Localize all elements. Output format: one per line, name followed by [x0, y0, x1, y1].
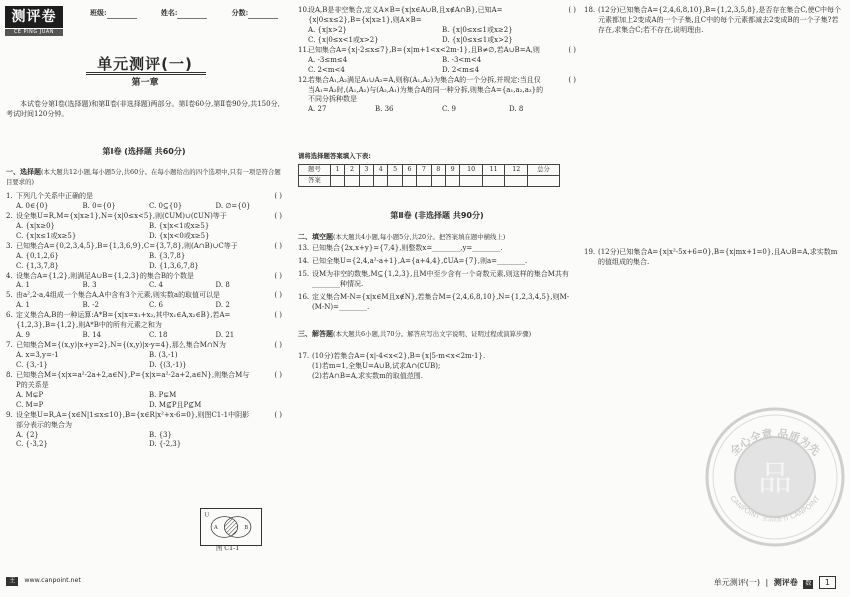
answer-options — [6, 351, 282, 371]
question-number: 5. — [6, 291, 13, 300]
answer-paren[interactable]: ( ) — [274, 211, 282, 220]
svg-text:CANPOINT 全品图书 CANPOINT: CANPOINT 全品图书 CANPOINT — [728, 494, 822, 524]
answer-paren[interactable]: ( ) — [274, 410, 282, 419]
svg-text:A: A — [213, 524, 218, 531]
question-number: 2. — [6, 211, 13, 220]
option-B[interactable]: B. {3,7,8} — [149, 251, 186, 260]
option-A[interactable]: A. {2} — [16, 430, 39, 439]
option-C[interactable]: C. {x|0≤x<1或x>2} — [308, 35, 379, 44]
option-C[interactable]: C. {1,3,7,8} — [16, 261, 59, 270]
table-total-cell[interactable] — [528, 176, 560, 187]
option-A[interactable]: A. {x|x≥0} — [16, 221, 55, 230]
option-B[interactable]: B. P⊊M — [149, 390, 177, 399]
fill-question-4 — [298, 293, 576, 313]
venn-diagram — [200, 508, 262, 546]
question-number: 3. — [6, 241, 13, 250]
option-B[interactable]: B. {x|x<1或x≥5} — [149, 221, 210, 230]
solve-part-label: 三、解答题 — [298, 330, 333, 338]
table-number-cell: 10 — [460, 165, 483, 176]
question-stem-row — [6, 411, 282, 431]
svg-text:品: 品 — [758, 459, 792, 499]
question-text[interactable]: 设M为非空的数集,M⊆{1,2,3},且M中至少含有一个奇数元素,则这样的集合M共有________种情况. — [312, 269, 569, 288]
table-answer-cell[interactable] — [388, 176, 402, 187]
title-underline-2 — [86, 74, 206, 75]
option-D[interactable]: D. ∅={0} — [215, 201, 251, 210]
question-number: 1. — [6, 192, 13, 200]
q18-text: (12分)已知集合A={2,4,6,8,10},B={1,2,3,5,8},是否存在集合C,使C中每个元素都加上2变成A的一个子集,且C中的每个元素都减去2变成B的一个子集?若存在,求集合C;若不存在,说明理由. — [598, 6, 842, 34]
left-question-4 — [6, 272, 282, 292]
option-B[interactable]: B. 36 — [375, 105, 394, 114]
mid-question-2 — [298, 46, 576, 76]
question-19 — [584, 248, 842, 268]
question-stem-row — [6, 272, 282, 282]
question-number: 8. — [6, 370, 13, 379]
canpoint-stamp-watermark — [700, 397, 850, 557]
question-text: 下列几个关系中正确的是 — [16, 192, 93, 200]
option-A[interactable]: A. M⊊P — [16, 390, 44, 399]
table-answer-cell[interactable] — [345, 176, 359, 187]
choice-part-note: (本大题共12小题,每小题5分,共60分。在每小题给出的四个选项中,只有一项是符合题目要求的) — [6, 168, 281, 186]
answer-options — [6, 391, 282, 411]
table-header-answer: 答案 — [299, 176, 331, 187]
fill-question-list — [298, 244, 576, 316]
q18-number: 18. — [584, 6, 596, 14]
question-stem-row — [298, 46, 576, 56]
option-B[interactable]: B. 14 — [82, 331, 102, 340]
question-stem-row — [6, 291, 282, 301]
student-info-row — [90, 8, 290, 19]
class-label: 班级: — [90, 8, 107, 17]
venn-caption: 图 C1-1 — [216, 545, 240, 552]
option-D[interactable]: D. 2<m≤4 — [442, 65, 480, 74]
left-question-6 — [6, 311, 282, 341]
question-number: 15. — [298, 269, 310, 278]
answer-table — [298, 164, 560, 187]
question-number: 9. — [6, 410, 13, 419]
question-number: 7. — [6, 341, 13, 350]
option-C[interactable]: C. {3,-1} — [16, 360, 48, 369]
question-number: 4. — [6, 271, 13, 280]
question-text: 设集合A={1,2},则满足A∪B={1,2,3}的集合B的个数是 — [16, 271, 194, 280]
answer-paren[interactable]: ( ) — [274, 311, 282, 320]
question-text: 设全集U=R,A={x∈N|1≤x≤10},B={x∈R|x²+x-6=0},则图C1-1中阴影部分表示的集合为 — [16, 410, 250, 429]
question-text: 若集合A₁,A₂满足A₁∪A₂=A,则称(A₁,A₂)为集合A的一个分拆,并规定:当且仅当A₁=A₂时,(A₁,A₂)与(A₂,A₁)为集合A的同一种分拆,则集合A={a₁,a₂,a₃}的不同分拆种数是 — [308, 75, 544, 104]
question-17 — [298, 352, 576, 382]
option-D[interactable]: D. {(3,-1)} — [149, 360, 187, 369]
table-header-number: 题号 — [299, 165, 331, 176]
left-question-9 — [6, 411, 282, 451]
table-answer-cell[interactable] — [374, 176, 388, 187]
section-2-heading: 第Ⅱ卷 (非选择题 共90分) — [390, 211, 484, 220]
option-C[interactable]: C. 4 — [149, 281, 164, 290]
answer-paren[interactable]: ( ) — [274, 341, 282, 350]
answer-paren[interactable]: ( ) — [274, 241, 282, 250]
fill-question-1 — [298, 244, 576, 254]
score-label: 分数: — [231, 8, 249, 17]
question-text[interactable]: 已知集合{2x,x+y}={7,4},则整数x=________,y=________. — [312, 244, 503, 252]
question-text: 由a²,2-a,4组成一个集合A,A中含有3个元素,则实数a的取值可以是 — [16, 291, 221, 300]
fill-question-2 — [298, 257, 576, 267]
option-A[interactable]: A. 1 — [16, 281, 30, 290]
option-C[interactable]: C. M=P — [16, 400, 44, 409]
footer-url[interactable]: www.canpoint.net — [24, 577, 81, 584]
option-B[interactable]: B. 3 — [82, 281, 97, 290]
option-B[interactable]: B. (3,-1) — [149, 351, 178, 359]
name-label: 姓名: — [160, 8, 178, 17]
question-number: 14. — [298, 256, 310, 265]
footer-brand: 测评卷 — [773, 578, 798, 587]
score-field[interactable] — [232, 9, 279, 17]
table-number-cell: 7 — [417, 165, 431, 176]
option-D[interactable]: D. {1,3,6,7,8} — [149, 261, 199, 270]
table-number-cell: 5 — [388, 165, 402, 176]
brand-logo: 测评卷 — [5, 6, 63, 28]
question-stem-row — [6, 242, 282, 252]
question-18 — [584, 6, 842, 36]
q17-sub1: (1)若m=1,全集U=A∪B,试求A∩(∁UB); — [312, 361, 441, 370]
option-A[interactable]: A. {x|x>2} — [308, 25, 347, 34]
answer-table-answer-row — [299, 176, 560, 187]
footer-separator: | — [765, 578, 769, 587]
answer-table-block — [298, 152, 576, 187]
name-field[interactable] — [161, 9, 208, 17]
page-number: 1 — [819, 576, 836, 589]
question-text[interactable]: 定义集合M-N={x|x∈M且x∉N},若集合M={2,4,6,8,10},N={1,2,3,4,5},则M-(M-N)=________. — [312, 292, 570, 311]
option-C[interactable]: C. {x|x≤1或x≥5} — [16, 231, 77, 240]
svg-text:U: U — [204, 512, 210, 519]
option-B[interactable]: B. {x|0≤x≤1或x≥2} — [442, 25, 513, 34]
left-question-list — [6, 192, 282, 450]
table-answer-cell[interactable] — [402, 176, 416, 187]
answer-options — [298, 26, 576, 46]
solve-instructions — [298, 330, 576, 340]
chapter-subtitle: 第一章 — [131, 78, 159, 88]
fill-instructions — [298, 233, 576, 243]
option-D[interactable]: D. 8 — [509, 105, 524, 114]
answer-paren[interactable]: ( ) — [568, 6, 576, 14]
question-stem-row — [6, 212, 282, 222]
section-1-instructions — [6, 168, 282, 188]
question-number: 16. — [298, 292, 310, 301]
question-text: 定义集合A,B的一种运算:A*B={x|x=x₁+x₂,其中x₁∈A,x₂∈B},若A={1,2,3},B={1,2},则A*B中的所有元素之和为 — [16, 311, 231, 330]
answer-table-number-row — [299, 165, 560, 176]
q17-number: 17. — [298, 352, 310, 360]
option-D[interactable]: D. 21 — [215, 331, 235, 340]
answer-options — [298, 105, 576, 115]
answer-paren[interactable]: ( ) — [568, 45, 576, 54]
left-question-3 — [6, 242, 282, 272]
table-answer-cell[interactable] — [330, 176, 344, 187]
option-A[interactable]: A. x=3,y=-1 — [16, 351, 59, 359]
choice-part-label: 一、选择题 — [6, 168, 41, 176]
option-B[interactable]: B. 0={0} — [82, 201, 116, 210]
table-number-cell: 4 — [374, 165, 388, 176]
question-text: 设A,B是非空集合,定义A×B={x|x∈A∪B,且x∉A∩B},已知A={x|0≤x≤2},B={x|x≥1},则A×B= — [308, 6, 503, 24]
question-stem-row — [6, 311, 282, 331]
footer-unit-title: 单元测评(一) — [713, 578, 760, 587]
table-total-label: 总分 — [528, 165, 560, 176]
question-stem-row — [6, 341, 282, 351]
middle-question-list — [298, 6, 576, 115]
table-number-cell: 2 — [345, 165, 359, 176]
exam-intro: 本试卷分第Ⅰ卷(选择题)和第Ⅱ卷(非选择题)两部分。第Ⅰ卷60分,第Ⅱ卷90分,共150分,考试时间120分钟。 — [6, 100, 280, 118]
mid-question-3 — [298, 76, 576, 116]
table-answer-cell[interactable] — [431, 176, 445, 187]
mid-question-1 — [298, 6, 576, 46]
answer-options — [298, 56, 576, 76]
footer-left-tag: 王 — [6, 577, 18, 586]
question-number: 12. — [298, 75, 310, 84]
table-number-cell: 9 — [445, 165, 459, 176]
question-number: 6. — [6, 311, 13, 320]
table-answer-cell[interactable] — [460, 176, 483, 187]
question-text: 已知集合A={0,2,3,4,5},B={1,3,6,9},C={3,7,8},则(A∩B)∪C等于 — [16, 241, 238, 250]
answer-paren[interactable]: ( ) — [274, 291, 282, 300]
question-text: 已知集合M={(x,y)|x+y=2},N={(x,y)|x-y=4},那么集合M∩N为 — [16, 341, 226, 350]
title-underline — [86, 72, 206, 73]
table-number-cell: 3 — [359, 165, 373, 176]
svg-text:全心全意 品质为先: 全心全意 品质为先 — [727, 427, 823, 459]
option-A[interactable]: A. -3≤m≤4 — [308, 55, 348, 64]
option-D[interactable]: D. M⊈P且P⊈M — [149, 400, 202, 409]
left-question-5 — [6, 291, 282, 311]
middle-column — [292, 0, 577, 597]
answer-options — [6, 202, 282, 212]
q17-text: (10分)若集合A={x|-4<x<2},B={x|5-m<x<2m-1}. — [312, 352, 486, 360]
class-field[interactable] — [90, 9, 137, 17]
option-D[interactable]: D. 8 — [215, 281, 230, 290]
left-question-7 — [6, 341, 282, 371]
footer-subject-tag: 数 — [805, 580, 812, 587]
option-C[interactable]: C. 2<m<4 — [308, 65, 345, 74]
q19-number: 19. — [584, 248, 596, 256]
q17-sub2: (2)若A∩B=A,求实数m的取值范围. — [312, 371, 423, 380]
table-answer-cell[interactable] — [359, 176, 373, 187]
table-number-cell: 11 — [482, 165, 505, 176]
svg-text:B: B — [244, 524, 249, 531]
option-B[interactable]: B. {3} — [149, 430, 172, 439]
table-answer-cell[interactable] — [482, 176, 505, 187]
option-A[interactable]: A. 9 — [16, 331, 30, 340]
solve-part-note: (本大题共6小题,共70分。解答应写出文字说明、证明过程或演算步骤) — [333, 330, 532, 338]
footer-left — [6, 577, 81, 586]
fill-part-label: 二、填空题 — [298, 233, 333, 241]
table-number-cell: 1 — [330, 165, 344, 176]
left-question-8 — [6, 371, 282, 411]
answer-options — [6, 252, 282, 272]
answer-options — [6, 281, 282, 291]
q19-text: (12分)已知集合A={x|x²-5x+6=0},B={x|mx+1=0},且A∪B=A,求实数m的值组成的集合. — [598, 248, 838, 266]
question-stem-row — [298, 76, 576, 106]
option-C[interactable]: C. 0⊆{0} — [149, 201, 183, 210]
answer-paren[interactable]: ( ) — [274, 192, 282, 200]
question-stem-row — [6, 192, 282, 202]
answer-paren[interactable]: ( ) — [274, 370, 282, 379]
left-question-1 — [6, 192, 282, 212]
left-question-2 — [6, 212, 282, 242]
question-number: 10. — [298, 6, 310, 14]
option-A[interactable]: A. 1 — [16, 301, 30, 310]
question-text: 已知集合M={x|x=a²-2a+2,a∈N},P={x|x=a²-2a+2,a∈N},则集合M与P的关系是 — [16, 370, 250, 389]
question-text: 设全集U=R,M={x|x≥1},N={x|0≤x<5},则(∁UM)∪(∁UN)等于 — [16, 211, 227, 220]
table-number-cell: 6 — [402, 165, 416, 176]
table-answer-cell[interactable] — [445, 176, 459, 187]
option-D[interactable]: D. {x|0≤x≤1或x>2} — [442, 35, 513, 44]
left-column — [0, 0, 290, 597]
section-1-heading: 第Ⅰ卷 (选择题 共60分) — [102, 147, 186, 156]
answer-paren[interactable]: ( ) — [274, 271, 282, 280]
table-number-cell: 12 — [505, 165, 528, 176]
table-answer-cell[interactable] — [505, 176, 528, 187]
answer-table-title: 请将选择题答案填入下表: — [298, 152, 371, 160]
table-number-cell: 8 — [431, 165, 445, 176]
question-stem-row — [6, 371, 282, 391]
question-stem-row — [298, 6, 576, 26]
question-number: 11. — [298, 45, 310, 54]
option-C[interactable]: C. 6 — [149, 301, 164, 310]
page-title: 单元测评(一) — [97, 55, 193, 73]
option-C[interactable]: C. {-3,2} — [16, 440, 48, 449]
question-number: 13. — [298, 244, 310, 252]
option-C[interactable]: C. 9 — [442, 105, 457, 114]
answer-options — [6, 301, 282, 311]
table-answer-cell[interactable] — [417, 176, 431, 187]
option-D[interactable]: D. {-2,3} — [149, 440, 182, 449]
option-B[interactable]: B. -2 — [82, 301, 99, 310]
answer-paren[interactable]: ( ) — [568, 75, 576, 84]
option-A[interactable]: A. 27 — [308, 105, 327, 114]
footer-right — [714, 576, 836, 589]
question-text[interactable]: 已知全集U={2,4,a²-a+1},A={a+4,4},∁UA={7},则a=________. — [312, 256, 528, 265]
answer-options — [6, 331, 282, 341]
fill-question-3 — [298, 270, 576, 290]
option-D[interactable]: D. {x|x<0或x≥5} — [149, 231, 210, 240]
option-A[interactable]: A. {0,1,2,6} — [16, 251, 59, 260]
brand-logo-subtitle: CE PING JUAN — [5, 29, 63, 36]
option-B[interactable]: B. -3<m<4 — [442, 55, 482, 64]
answer-options — [6, 222, 282, 242]
option-A[interactable]: A. 0∈{0} — [16, 201, 49, 210]
option-C[interactable]: C. 18 — [149, 331, 168, 340]
question-text: 已知集合A={x|-2≤x≤7},B={x|m+1<x<2m-1},且B≠∅,若A∪B=A,则 — [308, 45, 540, 54]
answer-options — [6, 431, 282, 451]
option-D[interactable]: D. 2 — [215, 301, 230, 310]
fill-part-note: (本大题共4小题,每小题5分,共20分。把答案填在题中横线上) — [333, 233, 506, 241]
